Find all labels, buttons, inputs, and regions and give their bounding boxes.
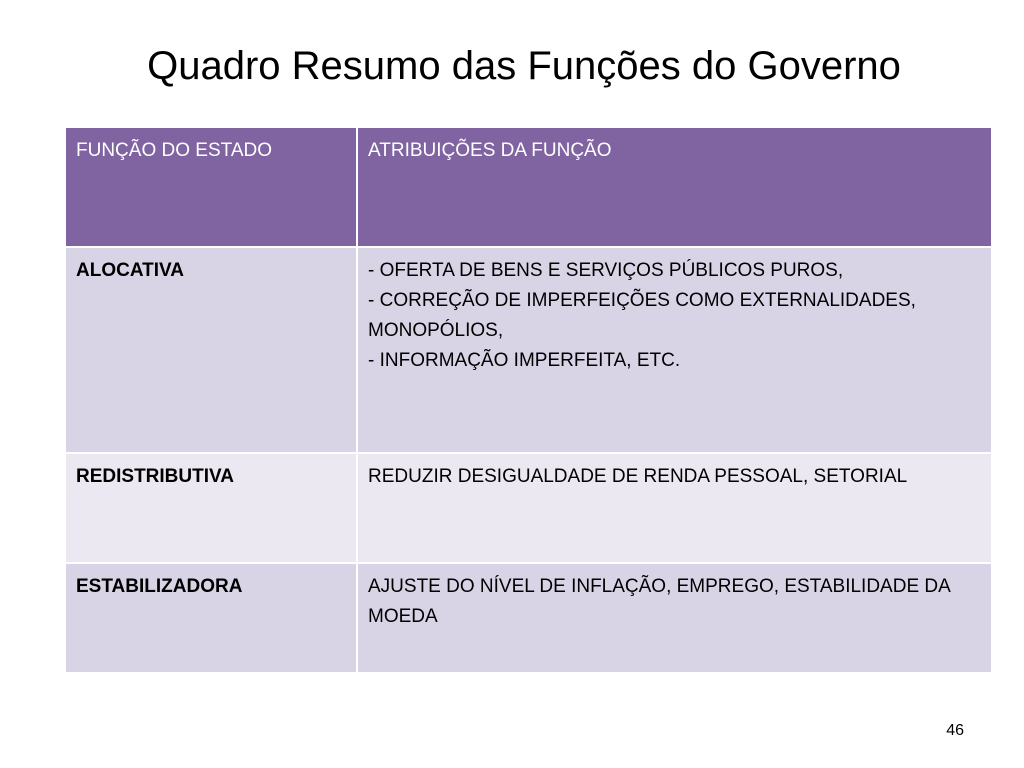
function-cell: ESTABILIZADORA — [65, 563, 357, 673]
attribute-line: AJUSTE DO NÍVEL DE INFLAÇÃO, EMPREGO, ESTABILIDADE DA MOEDA — [368, 576, 950, 627]
summary-table — [64, 126, 993, 674]
attributes-cell — [357, 563, 992, 673]
page-number: 46 — [946, 722, 964, 739]
table-row — [65, 247, 992, 453]
attribute-line: - CORREÇÃO DE IMPERFEIÇÕES COMO EXTERNALIDADES, MONOPÓLIOS, — [368, 290, 916, 341]
attributes-cell — [357, 247, 992, 453]
table-header-row — [65, 127, 992, 247]
table-row — [65, 453, 992, 563]
function-cell: ALOCATIVA — [65, 247, 357, 453]
attribute-line: - INFORMAÇÃO IMPERFEITA, ETC. — [368, 350, 681, 371]
attribute-line: REDUZIR DESIGUALDADE DE RENDA PESSOAL, SETORIAL — [368, 466, 908, 487]
function-cell: REDISTRIBUTIVA — [65, 453, 357, 563]
header-attributes: ATRIBUIÇÕES DA FUNÇÃO — [357, 127, 992, 247]
table-row — [65, 563, 992, 673]
header-function: FUNÇÃO DO ESTADO — [65, 127, 357, 247]
attribute-line: - OFERTA DE BENS E SERVIÇOS PÚBLICOS PUROS, — [368, 260, 844, 281]
attributes-cell — [357, 453, 992, 563]
slide-title: Quadro Resumo das Funções do Governo — [147, 44, 901, 88]
